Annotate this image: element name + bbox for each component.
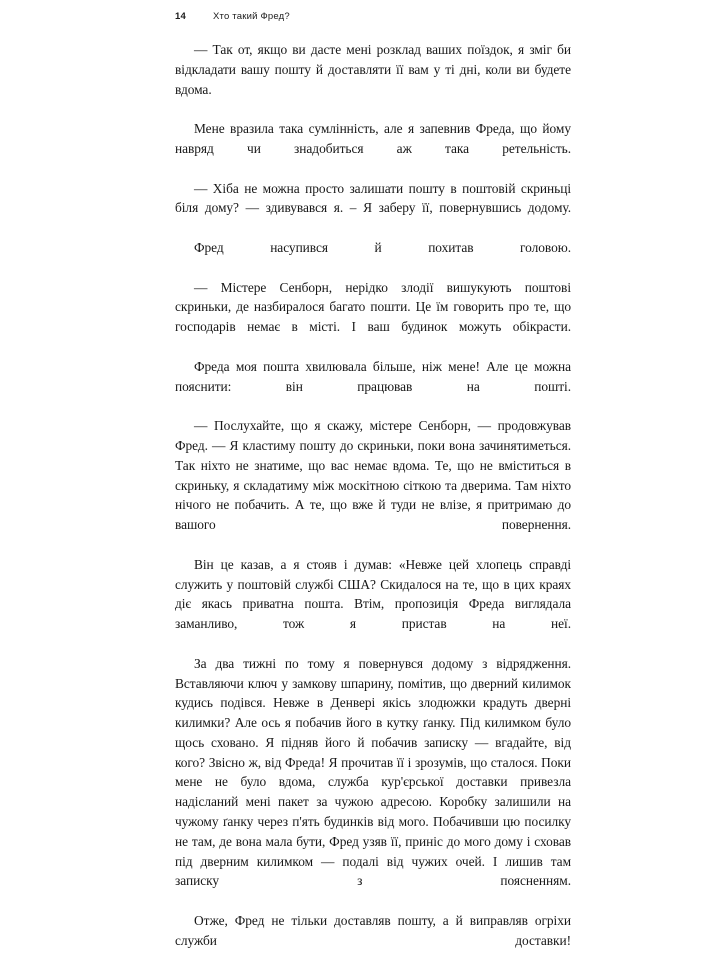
page-number: 14 [175,11,186,22]
body-paragraph: — Хіба не можна просто залишати пошту в поштовій скриньці біля дому? — здивувався я. – Я заберу її, повернувшись додому. [175,180,571,216]
body-paragraph: Фреда моя пошта хвилювала більше, ніж мене! Але це можна пояснити: він працював на пошті. [175,358,571,394]
body-paragraph: За два тижні по тому я повернувся додому з відрядження. Вставляючи ключ у замкову шпарину, помітив, що дверний килимок кудись подівся. Невже в Денвері якісь злодюжки крадуть дверні килимки? Але ось я побачив його в кутку ґанку. Під килимком було щось сховано. Я підняв його й побачив записку — вгадайте, від кого? Звісно ж, від Фреда! Я прочитав її і зрозумів, що сталося. Поки мене не було вдома, служба кур'єрської доставки привезла надісланий мені пакет за чужою адресою. Коробку залишили на чужому ґанку через п'ять будинків від мого. Побачивши цю посилку не там, де вона мала бути, Фред узяв її, приніс до мого дому і сховав під дверним килимком — подалі від чужих очей. І лишив там записку з поясненням. [175,655,571,889]
body-paragraph: Мене вразила така сумлінність, але я запевнив Фреда, що йому навряд чи знадобиться аж така ретельність. [175,121,571,156]
body-paragraph: — Послухайте, що я скажу, містере Сенборн, — продовжував Фред. — Я кластиму пошту до скриньки, поки вона зачинятиметься. Так ніхто не знатиме, що вас немає вдома. Те, що не вміститься в скриньку, я складатиму між москітною сіткою та дверима. Там ніхто нічого не побачить. А те, що вже й туди не влізе, я притримаю до вашого повернення. [175,418,571,533]
body-paragraph: — Так от, якщо ви дасте мені розклад ваших поїздок, я зміг би відкладати вашу пошту й доставляти її вам у ті дні, коли ви будете вдома. [175,42,571,97]
running-head [175,11,571,25]
body-paragraph: Отже, Фред не тільки доставляв пошту, а й виправляв огріхи служби доставки! [175,913,571,948]
body-paragraph: Він це казав, а я стояв і думав: «Невже цей хлопець справді служить у поштовій службі США? Скидалося на те, що в цих краях діє якась приватна пошта. Втім, пропозиція Фреда виглядала заманливо, тож я пристав на неї. [175,556,571,632]
body-paragraph: — Містере Сенборн, нерідко злодії вишукують поштові скриньки, де назбиралося багато пошти. Це їм говорить про те, що господарів немає в місті. І ваш будинок можуть обікрасти. [175,279,571,335]
chapter-title: Хто такий Фред? [213,11,290,22]
body-paragraph: Фред насупився й похитав головою. [194,239,571,255]
body-text-block [175,40,571,970]
